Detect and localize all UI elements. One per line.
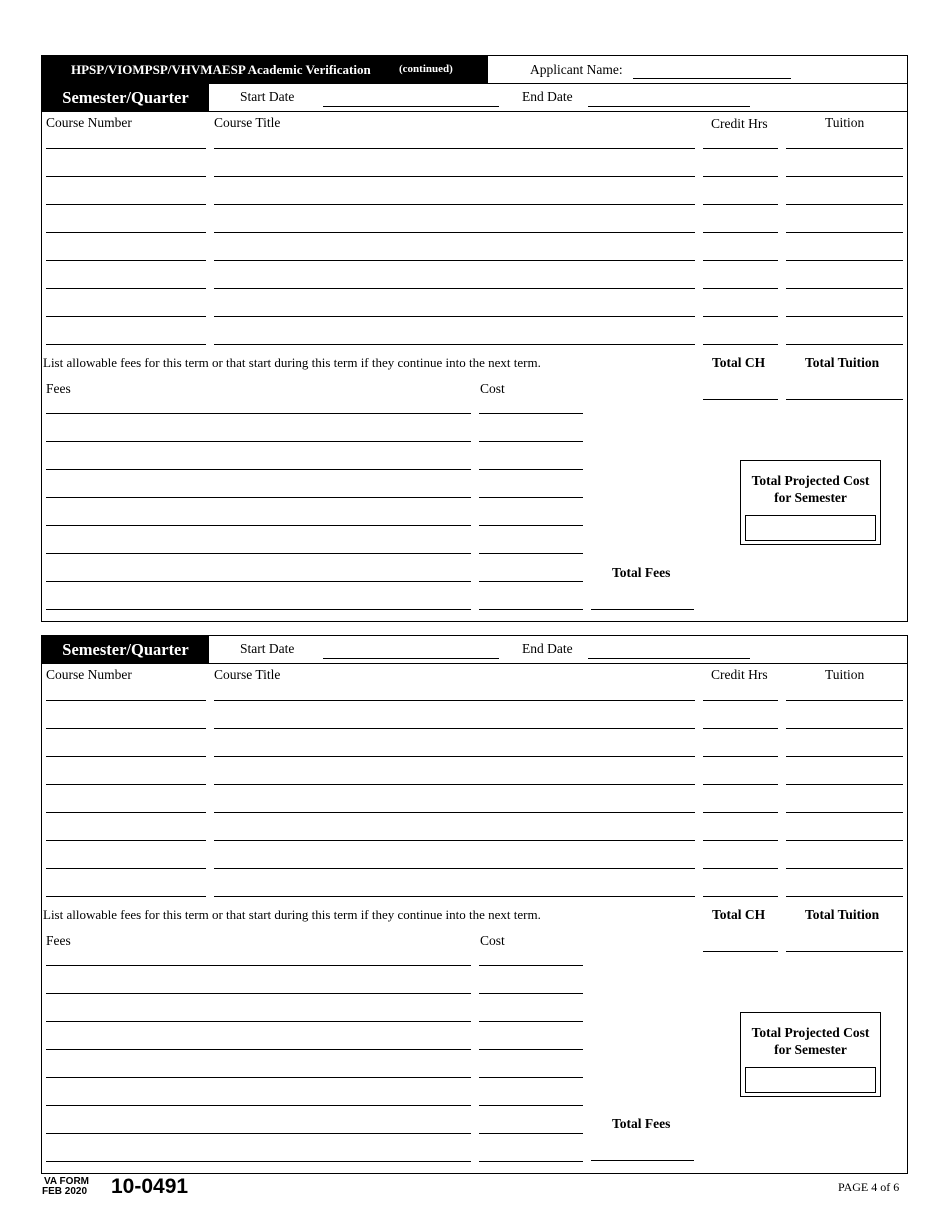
fee-cost-field[interactable] bbox=[479, 1105, 583, 1106]
credit-hrs-field[interactable] bbox=[703, 812, 778, 813]
credit-hrs-field[interactable] bbox=[703, 316, 778, 317]
course-title-field[interactable] bbox=[214, 232, 695, 233]
total-fees-field[interactable] bbox=[591, 609, 694, 610]
fee-cost-field[interactable] bbox=[479, 469, 583, 470]
course-number-field[interactable] bbox=[46, 728, 206, 729]
fee-name-field[interactable] bbox=[46, 609, 471, 610]
tuition-field[interactable] bbox=[786, 840, 903, 841]
fee-name-field[interactable] bbox=[46, 1161, 471, 1162]
tuition-field[interactable] bbox=[786, 176, 903, 177]
tuition-field[interactable] bbox=[786, 868, 903, 869]
course-number-field[interactable] bbox=[46, 868, 206, 869]
course-title-field[interactable] bbox=[214, 148, 695, 149]
tuition-field[interactable] bbox=[786, 260, 903, 261]
fees-instruction: List allowable fees for this term or that start during this term if they continue into the next term. bbox=[43, 355, 541, 370]
course-number-field[interactable] bbox=[46, 260, 206, 261]
course-title-field[interactable] bbox=[214, 176, 695, 177]
fee-cost-field[interactable] bbox=[479, 1077, 583, 1078]
end-date-field[interactable] bbox=[588, 106, 750, 107]
total-tuition-field[interactable] bbox=[786, 951, 903, 952]
course-number-field[interactable] bbox=[46, 896, 206, 897]
course-number-field[interactable] bbox=[46, 232, 206, 233]
end-date-field[interactable] bbox=[588, 658, 750, 659]
credit-hrs-field[interactable] bbox=[703, 288, 778, 289]
form-title-continued: (continued) bbox=[399, 63, 453, 75]
term-label-bar bbox=[42, 636, 209, 663]
total-ch-label: Total CH bbox=[712, 355, 766, 370]
start-date-field[interactable] bbox=[323, 106, 499, 107]
course-number-field[interactable] bbox=[46, 148, 206, 149]
total-tuition-label: Total Tuition bbox=[805, 907, 880, 922]
form-title: HPSP/VIOMPSP/VHVMAESP Academic Verification bbox=[71, 62, 371, 77]
term-label: Semester/Quarter bbox=[62, 88, 189, 107]
cost-label: Cost bbox=[480, 933, 505, 948]
col-credit-hrs: Credit Hrs bbox=[711, 667, 768, 682]
fees-instruction: List allowable fees for this term or that start during this term if they continue into the next term. bbox=[43, 907, 541, 922]
term-label: Semester/Quarter bbox=[62, 640, 189, 659]
tuition-field[interactable] bbox=[786, 700, 903, 701]
credit-hrs-field[interactable] bbox=[703, 756, 778, 757]
total-tuition-field[interactable] bbox=[786, 399, 903, 400]
course-number-field[interactable] bbox=[46, 812, 206, 813]
cost-label: Cost bbox=[480, 381, 505, 396]
tuition-field[interactable] bbox=[786, 148, 903, 149]
end-date-label: End Date bbox=[522, 89, 573, 104]
fee-name-field[interactable] bbox=[46, 525, 471, 526]
credit-hrs-field[interactable] bbox=[703, 896, 778, 897]
fee-name-field[interactable] bbox=[46, 1021, 471, 1022]
course-number-field[interactable] bbox=[46, 700, 206, 701]
credit-hrs-field[interactable] bbox=[703, 148, 778, 149]
fee-name-field[interactable] bbox=[46, 413, 471, 414]
tuition-field[interactable] bbox=[786, 232, 903, 233]
total-projected-cost-field[interactable] bbox=[745, 1067, 876, 1093]
fee-name-field[interactable] bbox=[46, 965, 471, 966]
total-ch-label: Total CH bbox=[712, 907, 766, 922]
course-number-field[interactable] bbox=[46, 204, 206, 205]
col-course-number: Course Number bbox=[46, 667, 132, 682]
credit-hrs-field[interactable] bbox=[703, 700, 778, 701]
course-title-field[interactable] bbox=[214, 868, 695, 869]
start-date-field[interactable] bbox=[323, 658, 499, 659]
course-number-field[interactable] bbox=[46, 756, 206, 757]
course-number-field[interactable] bbox=[46, 176, 206, 177]
course-title-field[interactable] bbox=[214, 288, 695, 289]
total-fees-field[interactable] bbox=[591, 1160, 694, 1161]
col-tuition: Tuition bbox=[825, 115, 865, 130]
credit-hrs-field[interactable] bbox=[703, 260, 778, 261]
credit-hrs-field[interactable] bbox=[703, 204, 778, 205]
applicant-name-field[interactable] bbox=[633, 78, 791, 79]
col-tuition: Tuition bbox=[825, 667, 865, 682]
fee-cost-field[interactable] bbox=[479, 413, 583, 414]
term-row-divider bbox=[42, 663, 907, 664]
total-fees-label: Total Fees bbox=[612, 1116, 671, 1131]
credit-hrs-field[interactable] bbox=[703, 840, 778, 841]
term-label-bar bbox=[42, 84, 209, 111]
fee-cost-field[interactable] bbox=[479, 1161, 583, 1162]
fee-cost-field[interactable] bbox=[479, 525, 583, 526]
credit-hrs-field[interactable] bbox=[703, 784, 778, 785]
credit-hrs-field[interactable] bbox=[703, 728, 778, 729]
course-number-field[interactable] bbox=[46, 288, 206, 289]
fees-label: Fees bbox=[46, 933, 71, 948]
fee-cost-field[interactable] bbox=[479, 965, 583, 966]
fee-cost-field[interactable] bbox=[479, 609, 583, 610]
fee-cost-field[interactable] bbox=[479, 1021, 583, 1022]
tuition-field[interactable] bbox=[786, 316, 903, 317]
col-course-title: Course Title bbox=[214, 115, 281, 130]
course-number-field[interactable] bbox=[46, 316, 206, 317]
tuition-field[interactable] bbox=[786, 344, 903, 345]
start-date-label: Start Date bbox=[240, 641, 295, 656]
page-number: PAGE 4 of 6 bbox=[838, 1180, 900, 1194]
fee-name-field[interactable] bbox=[46, 469, 471, 470]
course-number-field[interactable] bbox=[46, 344, 206, 345]
course-title-field[interactable] bbox=[214, 344, 695, 345]
fee-name-field[interactable] bbox=[46, 1105, 471, 1106]
fee-cost-field[interactable] bbox=[479, 553, 583, 554]
tuition-field[interactable] bbox=[786, 756, 903, 757]
fee-cost-field[interactable] bbox=[479, 497, 583, 498]
credit-hrs-field[interactable] bbox=[703, 344, 778, 345]
fee-name-field[interactable] bbox=[46, 553, 471, 554]
total-ch-field[interactable] bbox=[703, 399, 778, 400]
end-date-label: End Date bbox=[522, 641, 573, 656]
fee-cost-field[interactable] bbox=[479, 993, 583, 994]
col-course-title: Course Title bbox=[214, 667, 281, 682]
course-title-field[interactable] bbox=[214, 260, 695, 261]
tuition-field[interactable] bbox=[786, 784, 903, 785]
course-title-field[interactable] bbox=[214, 812, 695, 813]
tuition-field[interactable] bbox=[786, 728, 903, 729]
fee-name-field[interactable] bbox=[46, 441, 471, 442]
va-form-label: VA FORM bbox=[44, 1176, 89, 1187]
form-number: 10-0491 bbox=[111, 1175, 189, 1198]
course-title-field[interactable] bbox=[214, 840, 695, 841]
term-row-divider bbox=[42, 111, 907, 112]
course-title-field[interactable] bbox=[214, 700, 695, 701]
fee-cost-field[interactable] bbox=[479, 441, 583, 442]
credit-hrs-field[interactable] bbox=[703, 176, 778, 177]
total-tuition-label: Total Tuition bbox=[805, 355, 880, 370]
form-date: FEB 2020 bbox=[42, 1186, 88, 1197]
fee-name-field[interactable] bbox=[46, 1077, 471, 1078]
credit-hrs-field[interactable] bbox=[703, 868, 778, 869]
course-number-field[interactable] bbox=[46, 784, 206, 785]
total-fees-label: Total Fees bbox=[612, 565, 671, 580]
fee-name-field[interactable] bbox=[46, 497, 471, 498]
credit-hrs-field[interactable] bbox=[703, 232, 778, 233]
form-title-bar bbox=[42, 56, 488, 83]
fee-cost-field[interactable] bbox=[479, 1049, 583, 1050]
fee-name-field[interactable] bbox=[46, 1049, 471, 1050]
total-ch-field[interactable] bbox=[703, 951, 778, 952]
start-date-label: Start Date bbox=[240, 89, 295, 104]
tuition-field[interactable] bbox=[786, 812, 903, 813]
total-projected-cost-box bbox=[740, 460, 881, 545]
total-projected-cost-box bbox=[740, 1012, 881, 1097]
course-title-field[interactable] bbox=[214, 896, 695, 897]
applicant-name-label: Applicant Name: bbox=[530, 62, 623, 77]
course-title-field[interactable] bbox=[214, 756, 695, 757]
course-title-field[interactable] bbox=[214, 316, 695, 317]
col-credit-hrs: Credit Hrs bbox=[711, 116, 768, 131]
fee-cost-field[interactable] bbox=[479, 581, 583, 582]
course-title-field[interactable] bbox=[214, 728, 695, 729]
tuition-field[interactable] bbox=[786, 204, 903, 205]
fee-name-field[interactable] bbox=[46, 993, 471, 994]
course-title-field[interactable] bbox=[214, 784, 695, 785]
fees-label: Fees bbox=[46, 381, 71, 396]
total-projected-cost-field[interactable] bbox=[745, 515, 876, 541]
fee-name-field[interactable] bbox=[46, 1133, 471, 1134]
total-projected-cost-label: Total Projected Cost for Semester bbox=[751, 1025, 870, 1057]
fee-cost-field[interactable] bbox=[479, 1133, 583, 1134]
total-projected-cost-label: Total Projected Cost for Semester bbox=[751, 473, 870, 505]
course-title-field[interactable] bbox=[214, 204, 695, 205]
course-number-field[interactable] bbox=[46, 840, 206, 841]
tuition-field[interactable] bbox=[786, 288, 903, 289]
fee-name-field[interactable] bbox=[46, 581, 471, 582]
tuition-field[interactable] bbox=[786, 896, 903, 897]
col-course-number: Course Number bbox=[46, 115, 132, 130]
